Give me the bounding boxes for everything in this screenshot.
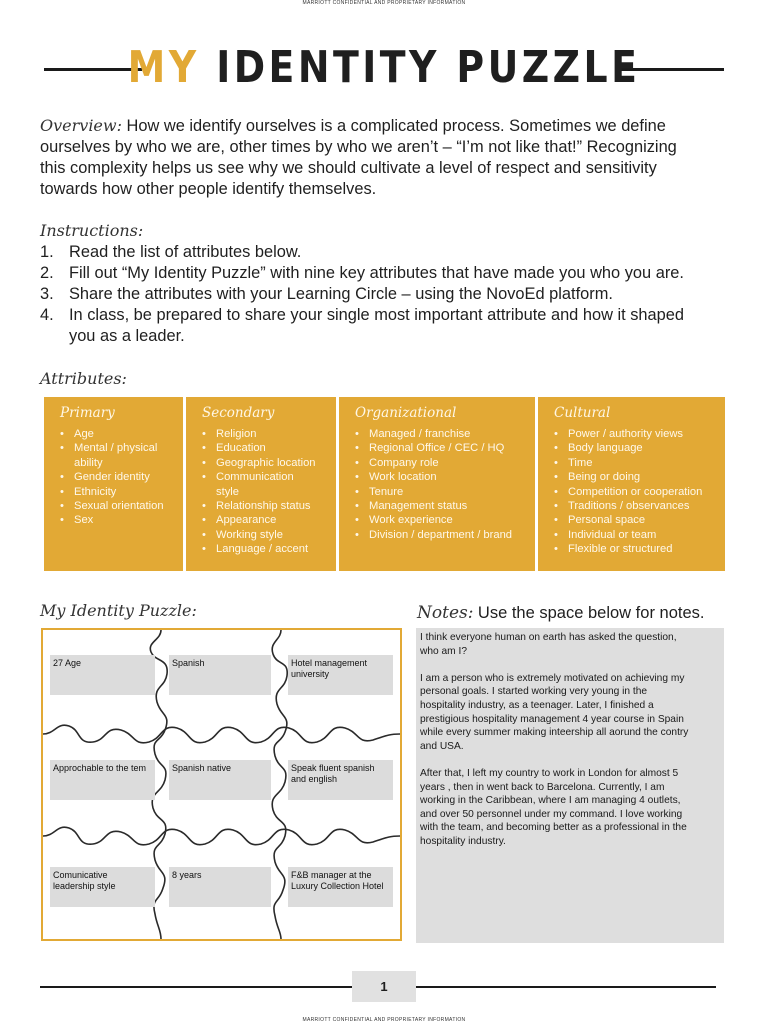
footer-rule-right [416,986,716,988]
attribute-item: • Education [202,441,336,455]
puzzle-cell-text: Speak fluent spanish [291,763,375,773]
notes-line: while every summer making inteership all aorund the contry [420,727,689,739]
confidential-footer: MARRIOTT CONFIDENTIAL AND PROPRIETARY INFORMATION [302,1017,466,1023]
attribute-column-primary [44,397,183,571]
instruction-text: In class, be prepared to share your single most important attribute and how it shaped [69,306,684,324]
attributes-label: Attributes: [40,369,127,388]
attribute-item: • Management status [355,499,535,513]
puzzle-cell-text: Comunicative [53,870,108,880]
puzzle-cell-text: 8 years [172,870,202,880]
puzzle-cell-text: F&B manager at the [291,870,372,880]
puzzle-cell-text: Spanish native [172,763,232,773]
notes-line: and USA. [420,740,464,752]
attribute-item: • Individual or team [554,528,725,542]
notes-paragraph [420,767,720,849]
attribute-item: • Communication [202,470,336,484]
instructions-list [40,242,752,347]
title-accent: MY [127,42,200,93]
notes-line: with the team, and becoming better as a professional in the [420,822,687,834]
instruction-number: 4. [40,306,54,324]
notes-line: I think everyone human on earth has asked the question, [420,632,677,643]
puzzle-cell-4[interactable] [50,760,155,800]
attribute-column-title: Cultural [554,405,611,421]
attribute-item: • Managed / franchise [355,427,535,441]
instruction-text-cont: you as a leader. [69,327,185,345]
overview-line-1: How we identify ourselves is a complicated process. Sometimes we define [126,117,666,135]
attribute-list [44,427,183,528]
attribute-column-title: Secondary [202,405,275,421]
attribute-item: • Power / authority views [554,427,725,441]
instruction-text: Read the list of attributes below. [69,243,302,261]
notes-line: working in the Caribbean, where I am managing 4 outlets, [420,795,681,807]
notes-line: who am I? [420,645,467,657]
attribute-list [538,427,725,557]
notes-paragraph [420,631,720,658]
puzzle-cell-6[interactable] [288,760,393,800]
notes-line: and over 50 personnel under my command. I love working [420,808,683,820]
notes-line: prestigious hospitality management 4 year course in Spain [420,713,684,725]
attribute-item-continued: ability [74,456,103,469]
puzzle-cell-text: leadership style [53,881,116,891]
attribute-column-secondary [186,397,336,571]
attribute-item: • Time [554,456,725,470]
puzzle-cell-text: Approchable to the tem [53,763,147,773]
attribute-column-title: Primary [60,405,115,421]
puzzle-cell-2[interactable] [169,655,271,695]
puzzle-cell-text: Hotel management [291,658,368,668]
attribute-item: • Traditions / observances [554,499,725,513]
instruction-item [40,242,752,263]
instructions-label: Instructions: [40,221,144,240]
attribute-item: • Mental / physical [60,441,183,455]
attribute-column-title: Organizational [355,405,457,421]
attribute-item: • Competition or cooperation [554,485,725,499]
puzzle-cell-8[interactable] [169,867,271,907]
attribute-item: • Being or doing [554,470,725,484]
instruction-number: 3. [40,285,54,303]
attribute-list [339,427,535,542]
identity-puzzle [41,628,402,941]
puzzle-cell-7[interactable] [50,867,155,907]
notes-line: personal goals. I started working very young in the [420,686,648,698]
instruction-item [40,263,752,284]
attribute-item: • Body language [554,441,725,455]
puzzle-cell-3[interactable] [288,655,393,695]
puzzle-cell-text: and english [291,774,338,784]
attribute-item: • Sexual orientation [60,499,183,513]
attribute-column-organizational [339,397,535,571]
attribute-item: • Sex [60,513,183,527]
puzzle-cell-9[interactable] [288,867,393,907]
attribute-item: • Division / department / brand [355,528,535,542]
overview-line-2: ourselves by who we are, other times by who we aren’t – “I’m not like that!” Recognizing [40,138,677,156]
attribute-item: • Language / accent [202,542,336,556]
overview-line-3: this complexity helps us see why we should cultivate a level of respect and sensitivity [40,159,657,177]
attribute-item: • Work experience [355,513,535,527]
overview-label: Overview: [40,116,122,135]
puzzle-cell-5[interactable] [169,760,271,800]
instruction-number: 2. [40,264,54,282]
instruction-number: 1. [40,243,54,261]
attribute-item: • Working style [202,528,336,542]
puzzle-cell-text: university [291,669,330,679]
attribute-item: • Personal space [554,513,725,527]
attribute-item: • Relationship status [202,499,336,513]
notes-textarea[interactable] [416,628,724,943]
attribute-item: • Regional Office / CEC / HQ [355,441,535,455]
puzzle-cell-text: Luxury Collection Hotel [291,881,384,891]
instruction-text: Share the attributes with your Learning Circle – using the NovoEd platform. [69,285,613,303]
notes-line: I am a person who is extremely motivated on achieving my [420,672,685,684]
attribute-item-continued: style [216,485,240,498]
attribute-item: • Ethnicity [60,485,183,499]
instruction-text: Fill out “My Identity Puzzle” with nine key attributes that have made you who you are. [69,264,684,282]
attribute-item: • Company role [355,456,535,470]
puzzle-cell-1[interactable] [50,655,155,695]
notes-hint: Use the space below for notes. [477,604,705,622]
notes-header [417,603,747,623]
overview-section [40,115,740,200]
instruction-item [40,284,752,305]
notes-line: After that, I left my country to work in London for almost 5 [420,767,679,779]
puzzle-cell-text: Spanish [172,658,205,668]
overview-line-4: towards how other people identify themselves. [40,180,377,198]
attribute-column-cultural [538,397,725,571]
attribute-item: • Age [60,427,183,441]
attribute-item: • Religion [202,427,336,441]
attribute-item: • Gender identity [60,470,183,484]
confidential-header: MARRIOTT CONFIDENTIAL AND PROPRIETARY INFORMATION [302,0,466,6]
notes-line: hospitality industry, as a teenager. Later, I finished a [420,699,654,711]
attribute-item: • Geographic location [202,456,336,470]
attribute-list [186,427,336,557]
attribute-item: • Appearance [202,513,336,527]
instruction-item [40,305,752,347]
puzzle-cell-text: 27 Age [53,658,82,668]
page-title [54,40,714,96]
notes-line: hospitality industry. [420,835,506,847]
notes-label: Notes: [417,603,474,623]
attribute-item: • Tenure [355,485,535,499]
notes-line: years , then in went back to Barcelona. Currently, I am [420,781,665,793]
title-rest: IDENTITY PUZZLE [216,42,641,93]
footer-rule-left [40,986,352,988]
attribute-item: • Flexible or structured [554,542,725,556]
puzzle-label: My Identity Puzzle: [40,601,197,620]
attribute-item: • Work location [355,470,535,484]
notes-paragraph [420,672,720,754]
page-number: 1 [352,971,416,1002]
